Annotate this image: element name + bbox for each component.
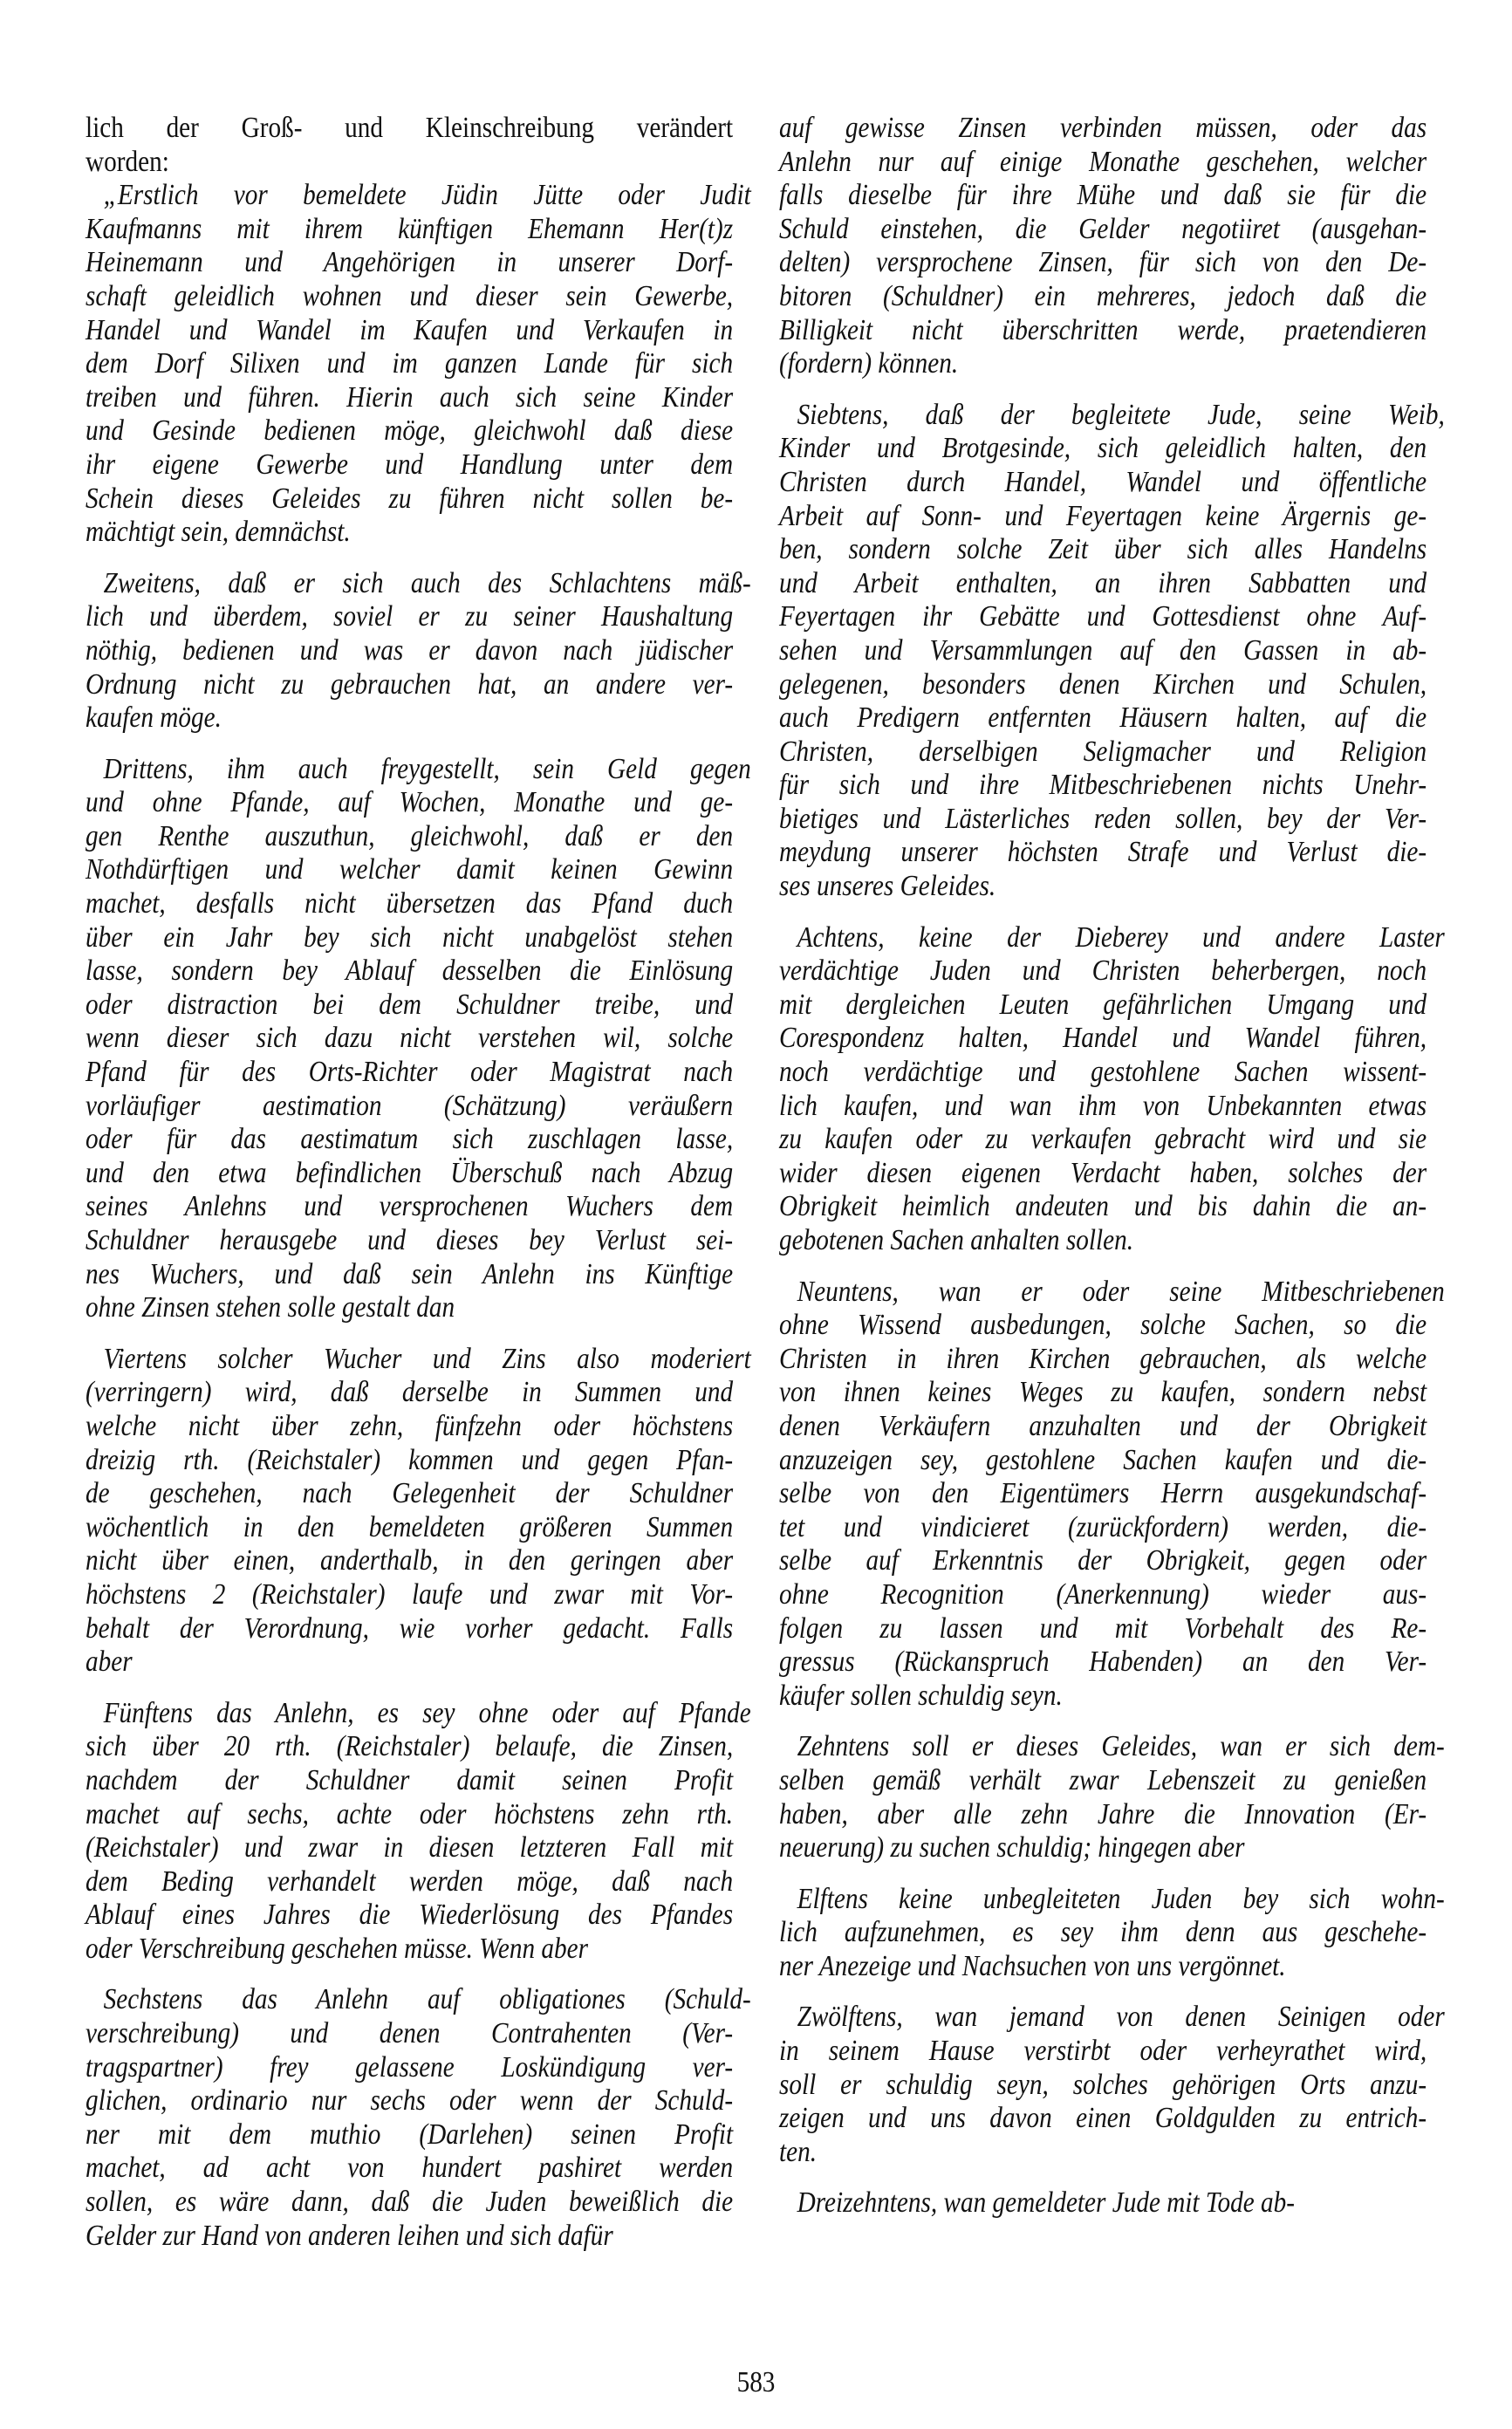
text-line (86, 1899, 733, 1933)
text-line (86, 1444, 733, 1478)
text-line-content: zeigen und uns davon einen Goldgulden zu entrich- (779, 2102, 1427, 2135)
text-line (86, 314, 733, 348)
text-line-content: falls dieselbe für ihre Mühe und daß sie für die (779, 179, 1427, 212)
paragraph (779, 1275, 1445, 1714)
text-line (86, 1258, 733, 1292)
text-line-content: Drittens, ihm auch freygestellt, sein Geld gegen (103, 752, 751, 785)
text-line (779, 1022, 1426, 1056)
text-line (86, 1764, 733, 1798)
text-line-content: Billigkeit nicht überschritten werde, praetendieren (779, 313, 1427, 346)
text-line-content: Anlehn nur auf einige Monathe geschehen, welcher (779, 145, 1427, 178)
text-line-content: delten) versprochene Zinsen, für sich von den De- (779, 246, 1427, 279)
text-line (86, 1291, 733, 1325)
text-line-content: Nothdürftigen und welcher damit keinen Gewinn (86, 853, 734, 886)
text-line-content: mächtigt sein, demnächst. (86, 516, 351, 549)
text-line (86, 701, 733, 736)
text-line (779, 1882, 1445, 1917)
text-line-content: wenn dieser sich dazu nicht verstehen wil, solche (86, 1022, 734, 1055)
text-line-content: bitoren (Schuldner) ein mehreres, jedoch daß die (779, 279, 1427, 312)
text-line (779, 466, 1426, 500)
text-line (779, 870, 1426, 904)
text-line-content: worden: (86, 145, 169, 178)
text-line-content: lich der Groß- und Kleinschreibung verändert (86, 112, 734, 144)
text-line-content: Christen in ihren Kirchen gebrauchen, als welche (779, 1342, 1427, 1375)
text-line-content: Gelder zur Hand von anderen leihen und sich dafür (86, 2219, 613, 2252)
text-line-content: neuerung) zu suchen schuldig; hingegen aber (779, 1831, 1245, 1865)
text-line-content: käufer sollen schuldig seyn. (779, 1679, 1063, 1712)
text-line (86, 2118, 733, 2152)
text-line-content: denen Verkäufern anzuhalten und der Obrigkeit (779, 1409, 1427, 1442)
text-line (86, 752, 751, 787)
text-line-content: Kaufmanns mit ihrem künftigen Ehemann Her(t)z (86, 212, 734, 245)
text-line (86, 989, 733, 1023)
text-line (86, 2220, 733, 2254)
text-line (779, 1056, 1426, 1090)
text-line-content: Schuldner herausgebe und dieses bey Verlust sei- (86, 1224, 734, 1256)
text-line-content: „Erstlich vor bemeldete Jüdin Jütte oder Judit (103, 179, 751, 212)
text-line-content: oder distraction bei dem Schuldner treibe, und (86, 988, 734, 1021)
left-column (86, 112, 751, 2270)
text-line (86, 820, 733, 854)
text-line (779, 954, 1426, 989)
text-line (779, 1680, 1426, 1714)
text-line-content: Obrigkeit heimlich andeuten und bis dahin die an- (779, 1190, 1427, 1223)
text-line (779, 1798, 1426, 1832)
text-line-content: lich und überdem, soviel er zu seiner Haushaltung (86, 600, 734, 633)
text-line-content: tet und vindicieret (zurückfordern) werden, die- (779, 1510, 1427, 1543)
text-line (86, 2084, 733, 2118)
text-line-content: für sich und ihre Mitbeschriebenen nichts Unehr- (779, 769, 1427, 802)
text-line (779, 2186, 1426, 2220)
text-line (779, 1190, 1426, 1224)
text-line (779, 2102, 1426, 2136)
text-line (86, 853, 733, 887)
text-line-content: Ablauf eines Jahres die Wiederlösung des Pfandes (86, 1899, 734, 1932)
text-line-content: (fordern) können. (779, 347, 959, 380)
text-line (86, 1477, 733, 1511)
text-line-content: (verringern) wird, daß derselbe in Summen und (86, 1376, 734, 1409)
text-line-content: ohne Wissend ausbedungen, solche Sachen, so die (779, 1309, 1427, 1342)
text-line (86, 347, 733, 381)
text-line-content: ses unseres Geleides. (779, 870, 996, 903)
text-line (86, 887, 733, 921)
text-line-content: in seinem Hause verstirbt oder verheyrathet wird, (779, 2035, 1427, 2068)
text-line-content: treiben und führen. Hierin auch sich seine Kinder (86, 380, 734, 414)
text-line (779, 1764, 1426, 1798)
text-line-content: von ihnen keines Weges zu kaufen, sondern nebst (779, 1376, 1427, 1409)
text-line (779, 600, 1426, 634)
text-line-content: lich aufzunehmen, es sey ihm denn aus geschehe- (779, 1916, 1427, 1949)
text-line (779, 836, 1426, 870)
text-line-content: zu kaufen oder zu verkaufen gebracht wird und sie (779, 1123, 1427, 1156)
text-line (86, 482, 733, 517)
paragraph (779, 1882, 1445, 1984)
text-line (86, 246, 733, 280)
text-line-content: schaft geleidlich wohnen und dieser sein Gewerbe, (86, 279, 734, 312)
text-line (779, 1410, 1426, 1444)
text-line-content: behalt der Verordnung, wie vorher gedacht. Falls (86, 1611, 734, 1645)
text-line-content: Zweitens, daß er sich auch des Schlachtens mäß- (103, 566, 751, 599)
text-line (86, 1578, 733, 1612)
text-line-content: Arbeit auf Sonn- und Feyertagen keine Ärgernis ge- (779, 499, 1427, 532)
text-line (779, 314, 1426, 348)
text-line (779, 1612, 1426, 1646)
text-line (86, 112, 733, 146)
text-line (779, 567, 1426, 601)
text-line-content: noch verdächtige und gestohlene Sachen wissent- (779, 1056, 1427, 1089)
text-line-content: mit dergleichen Leuten gefährlichen Umgang und (779, 988, 1427, 1021)
text-line-content: ner Anezeige und Nachsuchen von uns vergönnet. (779, 1949, 1286, 1982)
text-line (86, 280, 733, 314)
text-line-content: glichen, ordinario nur sechs oder wenn der Schuld- (86, 2084, 734, 2118)
paragraph (779, 2001, 1445, 2169)
text-line-content: gebotenen Sachen anhalten sollen. (779, 1224, 1134, 1256)
text-line-content: nes Wuchers, und daß sein Anlehn ins Künftige (86, 1257, 734, 1290)
text-line (86, 381, 733, 415)
text-line (779, 1578, 1426, 1612)
text-line (779, 1090, 1426, 1124)
paragraph (779, 398, 1445, 904)
text-line (86, 786, 733, 820)
text-line (86, 414, 733, 448)
text-line-content: Christen, derselbigen Seligmacher und Religion (779, 735, 1427, 768)
text-line-content: wider diesen eigenen Verdacht haben, solches der (779, 1156, 1427, 1189)
text-line (779, 2069, 1426, 2103)
text-line (779, 1343, 1426, 1377)
text-line-content: Christen durch Handel, Wandel und öffentliche (779, 465, 1427, 498)
text-line-content: ohne Recognition (Anerkennung) wieder aus- (779, 1577, 1427, 1611)
text-line (86, 954, 733, 989)
text-line-content: Fünftens das Anlehn, es sey ohne oder auf Pfande (103, 1696, 751, 1729)
text-line-content: und ohne Pfande, auf Wochen, Monathe und ge- (86, 786, 734, 819)
text-line (86, 566, 751, 601)
text-line-content: lich kaufen, und wan ihm von Unbekannten etwas (779, 1089, 1427, 1122)
text-line-content: anzuzeigen sey, gestohlene Sachen kaufen und die- (779, 1443, 1427, 1476)
text-line (86, 2051, 733, 2085)
text-line-content: sehen und Versammlungen auf den Gassen in ab- (779, 633, 1427, 667)
text-line (86, 1056, 733, 1090)
text-line-content: selbe von den Eigentümers Herrn ausgekundschaf- (779, 1477, 1427, 1510)
text-line-content: lasse, sondern bey Ablauf desselben die Einlösung (86, 954, 734, 988)
text-line (86, 1933, 733, 1967)
text-line (86, 634, 733, 668)
text-line-content: auch Predigern entfernten Häusern halten, auf die (779, 701, 1427, 735)
text-line-content: Handel und Wandel im Kaufen und Verkaufen in (86, 313, 734, 346)
paragraph (779, 112, 1426, 381)
text-line (86, 600, 733, 634)
text-line (86, 516, 733, 550)
text-line-content: ben, sondern solche Zeit über sich alles Handelns (779, 533, 1427, 566)
text-line-content: und Arbeit enthalten, an ihren Sabbatten und (779, 566, 1427, 599)
text-line-content: bietiges und Lästerliches reden sollen, bey der Ver- (779, 802, 1427, 835)
text-line (779, 1544, 1426, 1578)
text-line-content: Achtens, keine der Dieberey und andere Laster (797, 920, 1445, 954)
text-line-content: höchstens 2 (Reichstaler) laufe und zwar mit Vor- (86, 1577, 734, 1611)
paragraph (779, 2186, 1426, 2220)
text-line-content: Ordnung nicht zu gebrauchen hat, an andere ver- (86, 667, 734, 701)
text-line (779, 1123, 1426, 1157)
text-line-content: gen Renthe auszuthun, gleichwohl, daß er den (86, 819, 734, 852)
text-line (86, 1511, 733, 1545)
text-line (86, 1730, 733, 1764)
text-line-content: ner mit dem muthio (Darlehen) seinen Profit (86, 2118, 734, 2151)
text-line (86, 2152, 733, 2186)
text-line (86, 1696, 751, 1731)
text-line-content: nachdem der Schuldner damit seinen Profit (86, 1763, 734, 1796)
text-line-content: seines Anlehns und versprochenen Wuchers dem (86, 1190, 734, 1223)
text-line (86, 1022, 733, 1056)
text-line (86, 1798, 733, 1832)
text-line-content: Zehntens soll er dieses Geleides, wan er sich dem- (797, 1730, 1445, 1763)
text-line-content: machet, desfalls nicht übersetzen das Pfand duch (86, 887, 734, 920)
text-line-content: soll er schuldig seyn, solches gehörigen Orts anzu- (779, 2068, 1427, 2101)
text-line-content: folgen zu lassen und mit Vorbehalt des Re- (779, 1611, 1427, 1645)
text-line (779, 2001, 1445, 2035)
text-line-content: sollen, es wäre dann, daß die Juden beweißlich die (86, 2186, 734, 2219)
text-line (779, 347, 1426, 381)
text-line-content: Corespondenz halten, Handel und Wandel führen, (779, 1022, 1427, 1055)
text-line (779, 1511, 1426, 1545)
text-line (779, 736, 1426, 770)
text-line-content: nöthig, bedienen und was er davon nach jüdischer (86, 633, 734, 667)
text-line (779, 1477, 1426, 1511)
text-line-content: kaufen möge. (86, 701, 222, 735)
text-line (86, 1376, 733, 1410)
text-line-content: machet auf sechs, achte oder höchstens zehn rth. (86, 1797, 734, 1830)
text-line-content: Sechstens das Anlehn auf obligationes (Schuld- (103, 1983, 751, 2016)
text-line (779, 213, 1426, 247)
text-line-content: verdächtige Juden und Christen beherbergen, noch (779, 954, 1427, 988)
text-line (779, 989, 1426, 1023)
paragraph (86, 1983, 751, 2253)
text-line-content: Feyertagen ihr Gebätte und Gottesdienst ohne Auf- (779, 600, 1427, 633)
text-line (779, 500, 1426, 534)
paragraph (86, 566, 751, 736)
text-line-content: Dreizehntens, wan gemeldeter Jude mit Tode ab- (797, 2186, 1295, 2220)
text-line (86, 213, 733, 247)
text-line (779, 1831, 1426, 1865)
text-line-content: wöchentlich in den bemeldeten größeren Summen (86, 1510, 734, 1543)
text-line-content: Viertens solcher Wucher und Zins also moderiert (103, 1342, 751, 1375)
text-line (779, 1444, 1426, 1478)
paragraph (779, 920, 1445, 1258)
text-line-content: aber (86, 1646, 133, 1679)
text-line (779, 1730, 1445, 1764)
text-line (779, 2136, 1426, 2170)
text-line-content: vorläufiger aestimation (Schätzung) veräußern (86, 1089, 734, 1122)
text-line (779, 2035, 1426, 2069)
text-line (779, 246, 1426, 280)
paragraph (779, 1730, 1445, 1865)
text-line (779, 920, 1445, 955)
text-line (86, 1342, 751, 1377)
text-line-content: und Gesinde bedienen möge, gleichwohl daß diese (86, 414, 734, 448)
text-line-content: (Reichstaler) und zwar in diesen letzteren Fall mit (86, 1831, 734, 1865)
text-line (86, 1544, 733, 1578)
text-line-content: welche nicht über zehn, fünfzehn oder höchstens (86, 1409, 734, 1442)
right-column (779, 112, 1445, 2238)
text-line-content: selben gemäß verhält zwar Lebenszeit zu genießen (779, 1763, 1427, 1796)
text-line-content: Pfand für des Orts-Richter oder Magistrat nach (86, 1056, 734, 1089)
text-line (86, 1157, 733, 1191)
text-line (779, 769, 1426, 803)
text-line-content: meydung unserer höchsten Strafe und Verlust die- (779, 836, 1427, 869)
text-line (779, 803, 1426, 837)
text-line-content: haben, aber alle zehn Jahre die Innovation (Er- (779, 1797, 1427, 1830)
text-line (86, 921, 733, 955)
text-line-content: ihr eigene Gewerbe und Handlung unter dem (86, 448, 734, 481)
text-line (86, 1190, 733, 1224)
text-line-content: machet, ad acht von hundert pashiret werden (86, 2152, 734, 2185)
text-line (86, 146, 733, 180)
text-line (779, 398, 1445, 433)
text-line (86, 448, 733, 482)
text-line-content: selbe auf Erkenntnis der Obrigkeit, gegen oder (779, 1544, 1427, 1577)
text-line (779, 668, 1426, 702)
paragraph (86, 112, 733, 179)
text-line-content: Kinder und Brotgesinde, sich geleidlich halten, den (779, 432, 1427, 465)
text-line-content: dem Beding verhandelt werden möge, daß nach (86, 1865, 734, 1898)
paragraph (86, 179, 751, 550)
text-line (86, 1983, 751, 2017)
text-line-content: Schein dieses Geleides zu führen nicht sollen be- (86, 482, 734, 515)
text-line (86, 1646, 733, 1680)
text-line-content: und den etwa befindlichen Überschuß nach Abzug (86, 1156, 734, 1189)
text-line-content: dreizig rth. (Reichstaler) kommen und gegen Pfan- (86, 1443, 734, 1476)
text-line-content: oder für das aestimatum sich zuschlagen lasse, (86, 1123, 734, 1156)
text-line (779, 1275, 1445, 1310)
text-line-content: verschreibung) und denen Contrahenten (Ver- (86, 2017, 734, 2050)
text-line (779, 1646, 1426, 1680)
text-line (779, 1950, 1426, 1984)
page-number-text: 583 (736, 2366, 776, 2398)
text-line (779, 533, 1426, 567)
text-line-content: nicht über einen, anderthalb, in den geringen aber (86, 1544, 734, 1577)
text-line (779, 1309, 1426, 1343)
text-line (779, 1376, 1426, 1410)
text-line (86, 2017, 733, 2051)
text-line (779, 432, 1426, 466)
text-line (779, 1916, 1426, 1950)
text-line (86, 1831, 733, 1865)
text-line-content: Elftens keine unbegleiteten Juden bey sich wohn- (797, 1882, 1445, 1915)
text-line-content: gressus (Rückanspruch Habenden) an den Ver- (779, 1646, 1427, 1679)
text-line-content: gelegenen, besonders denen Kirchen und Schulen, (779, 667, 1427, 701)
text-line (779, 146, 1426, 180)
text-line-content: dem Dorf Silixen und im ganzen Lande für sich (86, 347, 734, 380)
text-line (86, 1224, 733, 1258)
text-line (86, 1090, 733, 1124)
text-line-content: Schuld einstehen, die Gelder negotiiret (ausgehan- (779, 212, 1427, 245)
paragraph (86, 752, 751, 1325)
text-line-content: ten. (779, 2135, 818, 2168)
text-line-content: über ein Jahr bey sich nicht unabgelöst stehen (86, 920, 734, 954)
text-line (86, 1865, 733, 1899)
page-number (0, 2366, 1512, 2399)
text-line (779, 179, 1426, 213)
text-line (86, 179, 751, 213)
text-line-content: auf gewisse Zinsen verbinden müssen, oder das (779, 112, 1427, 144)
text-line-content: oder Verschreibung geschehen müsse. Wenn aber (86, 1932, 589, 1965)
text-line (779, 701, 1426, 736)
text-line-content: sich über 20 rth. (Reichstaler) belaufe, die Zinsen, (86, 1730, 734, 1763)
text-line-content: tragspartner) frey gelassene Loskündigung ver- (86, 2050, 734, 2083)
text-line-content: Neuntens, wan er oder seine Mitbeschriebenen (797, 1275, 1445, 1308)
text-line (86, 1123, 733, 1157)
text-line-content: de geschehen, nach Gelegenheit der Schuldner (86, 1477, 734, 1510)
text-line (86, 1410, 733, 1444)
text-line-content: ohne Zinsen stehen solle gestalt dan (86, 1291, 455, 1324)
text-line (779, 1157, 1426, 1191)
text-line (86, 1612, 733, 1646)
text-line-content: Heinemann und Angehörigen in unserer Dorf- (86, 246, 734, 279)
text-line (779, 280, 1426, 314)
paragraph (86, 1342, 751, 1680)
text-line (779, 112, 1426, 146)
paragraph (86, 1696, 751, 1967)
text-line (86, 668, 733, 702)
text-line-content: Zwölftens, wan jemand von denen Seinigen oder (797, 2001, 1445, 2034)
text-line (86, 2186, 733, 2220)
text-line-content: Siebtens, daß der begleitete Jude, seine Weib, (797, 398, 1445, 431)
text-line (779, 1224, 1426, 1258)
text-line (779, 634, 1426, 668)
